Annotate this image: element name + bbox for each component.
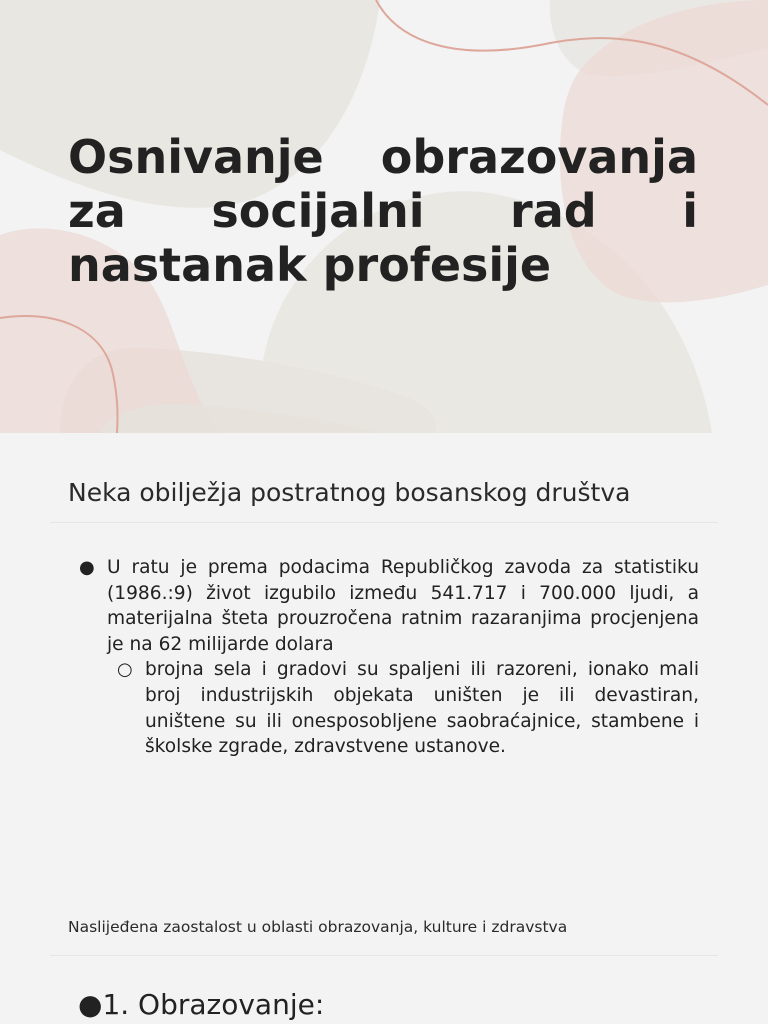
section-caption: Naslijeđena zaostalost u oblasti obrazovanja, kulture i zdravstva bbox=[68, 918, 568, 936]
list-item-nested bbox=[117, 657, 699, 760]
slide-title: Osnivanje obrazovanja za socijalni rad i nastanak profesije bbox=[68, 130, 698, 292]
numbered-item-text: 1. Obrazovanje: bbox=[102, 988, 325, 1021]
bullet-mark: ● bbox=[79, 557, 95, 578]
sub-bullet-mark: ○ bbox=[117, 659, 133, 680]
divider-top bbox=[50, 522, 718, 523]
bullet-mark: ● bbox=[78, 988, 103, 1021]
sub-bullet-text: brojna sela i gradovi su spaljeni ili razoreni, ionako mali broj industrijskih objekata uništen je ili devastiran, uništene su ili onesposobljene saobraćajnice, stambene i školske zgrade, zdravstvene ustanove. bbox=[145, 659, 699, 758]
section-heading: Neka obilježja postratnog bosanskog društva bbox=[68, 478, 631, 507]
bullet-list bbox=[0, 555, 768, 760]
numbered-item bbox=[78, 988, 324, 1021]
list-item bbox=[79, 555, 699, 657]
bullet-text: U ratu je prema podacima Republičkog zavoda za statistiku (1986.:9) život izgubilo između 541.717 i 700.000 ljudi, a materijalna šteta prouzročena ratnim razaranjima procjenjena je na 62 milijarde dolara bbox=[107, 557, 699, 655]
divider-bottom bbox=[50, 955, 718, 956]
